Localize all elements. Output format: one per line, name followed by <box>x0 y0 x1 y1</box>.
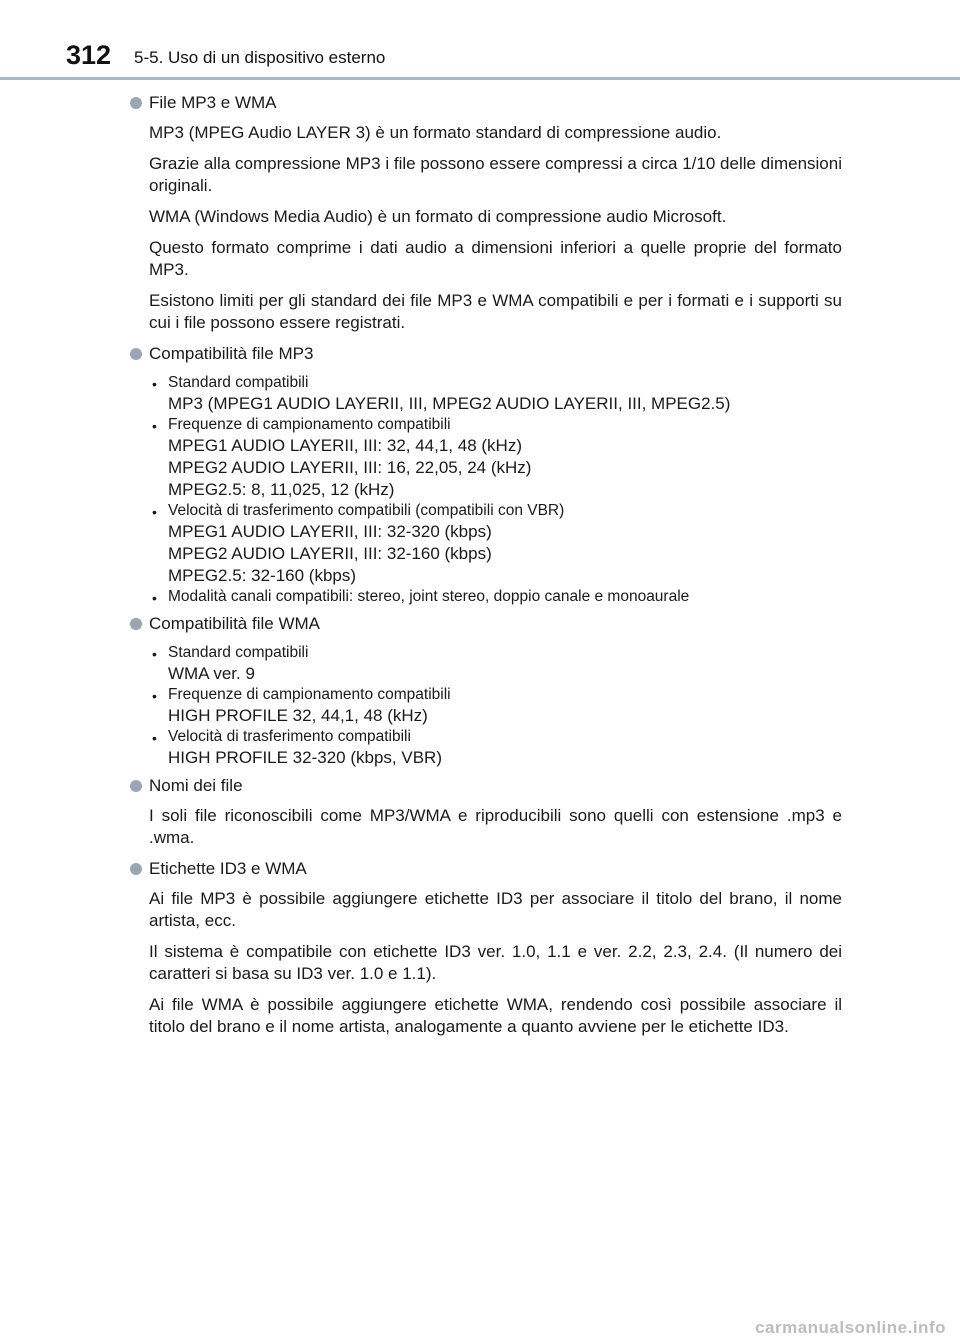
spec-value: MPEG2 AUDIO LAYERII, III: 16, 22,05, 24 (kHz) <box>168 458 532 477</box>
topic-heading-text: Compatibilità file WMA <box>149 614 320 633</box>
paragraph: MP3 (MPEG Audio LAYER 3) è un formato standard di compressione audio. <box>149 123 722 142</box>
small-bullet-icon: • <box>152 376 157 392</box>
spec-value: HIGH PROFILE 32, 44,1, 48 (kHz) <box>168 706 428 725</box>
small-bullet-icon: • <box>152 730 157 746</box>
paragraph: Ai file MP3 è possibile aggiungere etichette ID3 per associare il titolo del brano, il nome artista, ecc. <box>149 889 842 930</box>
page-content <box>130 92 842 1047</box>
spec-value: MPEG2.5: 32-160 (kbps) <box>168 566 357 585</box>
spec-item <box>152 415 842 501</box>
spec-list <box>152 643 842 769</box>
paragraph: Ai file WMA è possibile aggiungere etichette WMA, rendendo così possibile associare il titolo del brano e il nome artista, analogamente a quanto avviene per le etichette ID3. <box>149 995 842 1036</box>
spec-item <box>152 501 842 587</box>
topic-heading-text: Nomi dei file <box>149 776 243 795</box>
spec-label: Standard compatibili <box>168 374 309 391</box>
spec-value: MPEG2.5: 8, 11,025, 12 (kHz) <box>168 480 395 499</box>
topic-block <box>130 858 842 1038</box>
topic-block <box>130 775 842 849</box>
spec-label: Frequenze di campionamento compatibili <box>168 416 451 433</box>
spec-item <box>152 643 842 685</box>
spec-item <box>152 685 842 727</box>
paragraph: WMA (Windows Media Audio) è un formato di compressione audio Microsoft. <box>149 207 727 226</box>
paragraph: Il sistema è compatibile con etichette ID3 ver. 1.0, 1.1 e ver. 2.2, 2.3, 2.4. (Il numero dei caratteri si basa su ID3 ver. 1.0 e 1.1). <box>149 942 842 983</box>
topic-heading <box>130 858 842 880</box>
small-bullet-icon: • <box>152 646 157 662</box>
paragraph: Esistono limiti per gli standard dei file MP3 e WMA compatibili e per i formati e i supporti su cui i file possono essere registrati. <box>149 291 842 332</box>
spec-value: MPEG1 AUDIO LAYERII, III: 32, 44,1, 48 (kHz) <box>168 436 522 455</box>
spec-label: Velocità di trasferimento compatibili (compatibili con VBR) <box>168 502 565 519</box>
spec-label: Frequenze di campionamento compatibili <box>168 686 451 703</box>
spec-item <box>152 373 842 415</box>
page-header <box>0 0 960 80</box>
section-title: 5-5. Uso di un dispositivo esterno <box>134 48 386 67</box>
paragraph: Questo formato comprime i dati audio a dimensioni inferiori a quelle proprie del formato MP3. <box>149 238 842 279</box>
topic-heading-text: Etichette ID3 e WMA <box>149 859 307 878</box>
watermark: carmanualsonline.info <box>755 1318 946 1337</box>
spec-value: MP3 (MPEG1 AUDIO LAYERII, III, MPEG2 AUDIO LAYERII, III, MPEG2.5) <box>168 394 731 413</box>
topic-heading <box>130 343 842 365</box>
paragraph: I soli file riconoscibili come MP3/WMA e riproducibili sono quelli con estensione .mp3 e .wma. <box>149 806 842 847</box>
spec-value: MPEG2 AUDIO LAYERII, III: 32-160 (kbps) <box>168 544 492 563</box>
spec-list <box>152 373 842 607</box>
spec-value: WMA ver. 9 <box>168 664 255 683</box>
small-bullet-icon: • <box>152 590 157 606</box>
spec-item <box>152 587 842 607</box>
topic-block <box>130 343 842 607</box>
bullet-dot-icon <box>130 780 142 792</box>
small-bullet-icon: • <box>152 688 157 704</box>
topic-heading-text: Compatibilità file MP3 <box>149 344 314 363</box>
page-number: 312 <box>66 40 112 70</box>
topic-heading <box>130 613 842 635</box>
bullet-dot-icon <box>130 97 142 109</box>
bullet-dot-icon <box>130 348 142 360</box>
spec-item <box>152 727 842 769</box>
spec-value: MPEG1 AUDIO LAYERII, III: 32-320 (kbps) <box>168 522 492 541</box>
paragraph: Grazie alla compressione MP3 i file possono essere compressi a circa 1/10 delle dimensioni originali. <box>149 154 842 195</box>
topic-heading <box>130 775 842 797</box>
spec-value: HIGH PROFILE 32-320 (kbps, VBR) <box>168 748 442 767</box>
small-bullet-icon: • <box>152 504 157 520</box>
bullet-dot-icon <box>130 863 142 875</box>
bullet-dot-icon <box>130 618 142 630</box>
spec-label: Velocità di trasferimento compatibili <box>168 728 411 745</box>
spec-label: Modalità canali compatibili: stereo, joint stereo, doppio canale e monoaurale <box>168 588 690 605</box>
topic-block <box>130 92 842 334</box>
header-divider <box>0 77 960 80</box>
spec-label: Standard compatibili <box>168 644 309 661</box>
small-bullet-icon: • <box>152 418 157 434</box>
topic-block <box>130 613 842 769</box>
topic-heading-text: File MP3 e WMA <box>149 93 277 112</box>
topic-heading <box>130 92 842 114</box>
